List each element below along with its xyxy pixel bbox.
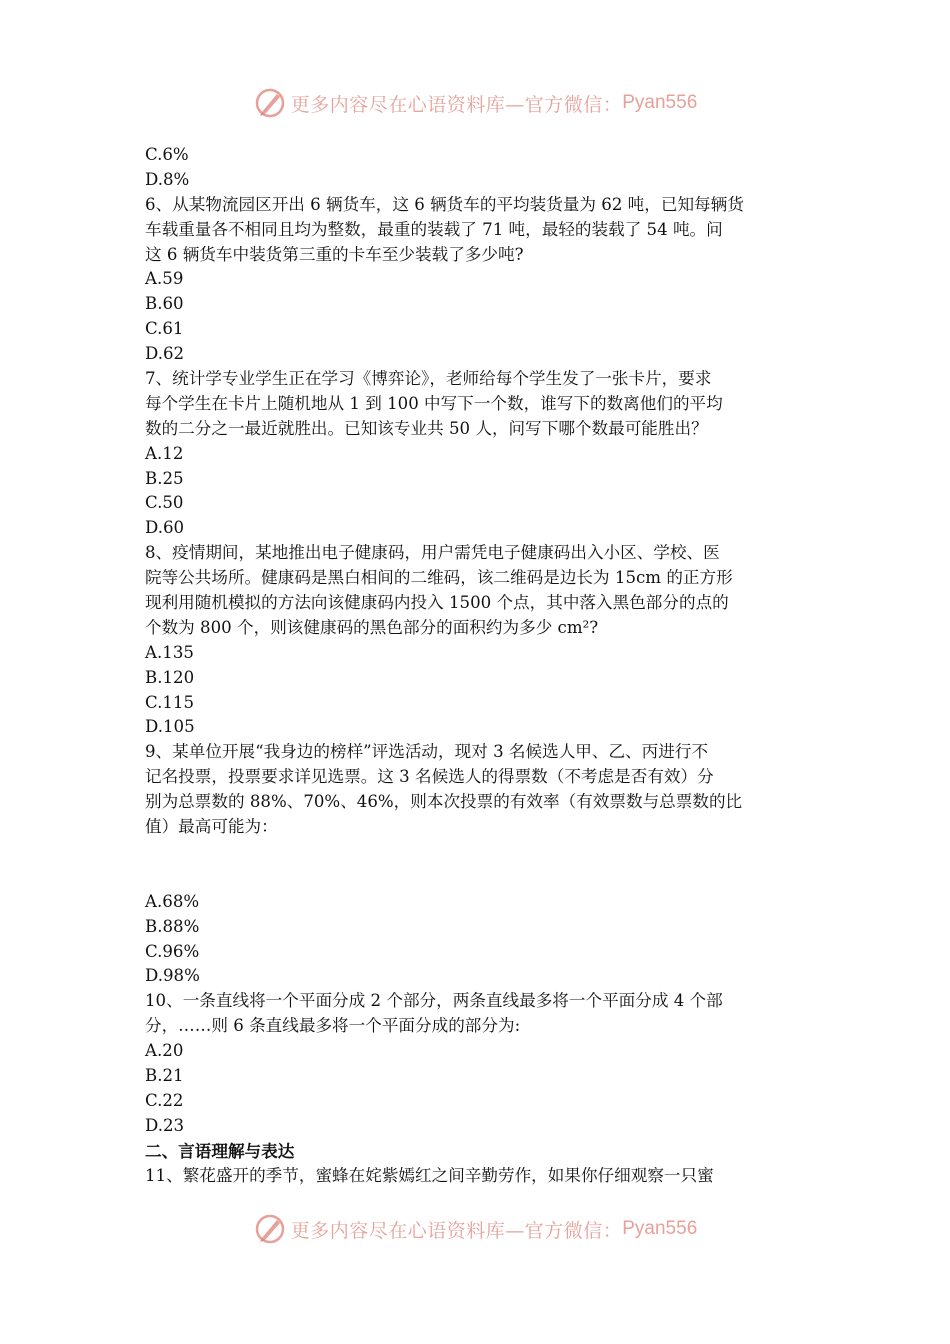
- text-line: 11、繁花盛开的季节，蜜蜂在姹紫嫣红之间辛勤劳作，如果你仔细观察一只蜜: [145, 1165, 714, 1185]
- text-line: 6、从某物流园区开出 6 辆货车，这 6 辆货车的平均装货量为 62 吨，已知每辆货: [145, 194, 744, 214]
- text-line: C.61: [145, 319, 184, 339]
- text-line: 这 6 辆货车中装货第三重的卡车至少装载了多少吨?: [145, 244, 524, 264]
- text-line: 记名投票，投票要求详见选票。这 3 名候选人的得票数（不考虑是否有效）分: [145, 767, 714, 787]
- text-line: D.98%: [145, 966, 200, 986]
- footer-watermark-banner: [0, 1212, 950, 1246]
- text-line: C.6%: [145, 145, 189, 164]
- text-line: B.21: [145, 1065, 184, 1085]
- text-line: A.59: [145, 269, 184, 289]
- wechat-id: Pyan556: [622, 92, 698, 113]
- text-line: C.22: [145, 1090, 184, 1110]
- text-line: 值）最高可能为：: [145, 817, 278, 837]
- text-line: B.60: [145, 294, 184, 314]
- text-line: 7、统计学专业学生正在学习《博弈论》，老师给每个学生发了一张卡片，要求: [145, 369, 712, 389]
- text-line: A.135: [145, 642, 194, 662]
- text-line: C.96%: [145, 941, 200, 961]
- text-line: D.23: [145, 1115, 185, 1135]
- text-line: C.115: [145, 692, 195, 712]
- text-line: 院等公共场所。健康码是黑白相间的二维码，该二维码是边长为 15cm 的正方形: [145, 568, 733, 588]
- text-line: 数的二分之一最近就胜出。已知该专业共 50 人，问写下哪个数最可能胜出？: [145, 418, 708, 438]
- text-line: 分，……则 6 条直线最多将一个平面分成的部分为:: [145, 1016, 521, 1036]
- watermark-text: 更多内容尽在心语资料库—官方微信：: [290, 93, 623, 116]
- header-watermark-banner: [0, 86, 950, 120]
- text-line: 9、某单位开展“我身边的榜样”评选活动，现对 3 名候选人甲、乙、丙进行不: [145, 742, 709, 762]
- wechat-id: Pyan556: [622, 1218, 698, 1239]
- text-line: 别为总票数的 88%、70%、46%，则本次投票的有效率（有效票数与总票数的比: [145, 792, 743, 812]
- text-line: D.60: [145, 518, 185, 538]
- text-line: A.68%: [145, 891, 200, 911]
- text-line: B.88%: [145, 916, 200, 936]
- text-line: D.8%: [145, 169, 190, 189]
- text-line: 每个学生在卡片上随机地从 1 到 100 中写下一个数，谁写下的数离他们的平均: [145, 393, 723, 413]
- text-line: 8、疫情期间，某地推出电子健康码，用户需凭电子健康码出入小区、学校、医: [145, 543, 720, 563]
- blank-space: [145, 840, 810, 890]
- text-line: 现利用随机模拟的方法向该健康码内投入 1500 个点，其中落入黑色部分的点的: [145, 593, 729, 613]
- watermark-text: 更多内容尽在心语资料库—官方微信：: [290, 1219, 623, 1242]
- text-line: B.25: [145, 468, 184, 488]
- section-heading: 二、言语理解与表达: [145, 1140, 295, 1161]
- text-line: 10、一条直线将一个平面分成 2 个部分，两条直线最多将一个平面分成 4 个部: [145, 991, 723, 1011]
- text-line: B.120: [145, 667, 195, 687]
- text-line: A.20: [145, 1041, 184, 1061]
- text-line: D.105: [145, 717, 195, 737]
- pen-logo-icon: [253, 86, 287, 120]
- text-line: A.12: [145, 443, 184, 463]
- pen-logo-icon: [253, 1212, 287, 1246]
- text-line: C.50: [145, 493, 184, 513]
- document-body: [145, 143, 810, 1188]
- text-line: 车载重量各不相同且均为整数，最重的装载了 71 吨，最轻的装载了 54 吨。问: [145, 219, 723, 239]
- text-line: D.62: [145, 344, 185, 364]
- text-line: 个数为 800 个，则该健康码的黑色部分的面积约为多少 cm²?: [145, 617, 599, 637]
